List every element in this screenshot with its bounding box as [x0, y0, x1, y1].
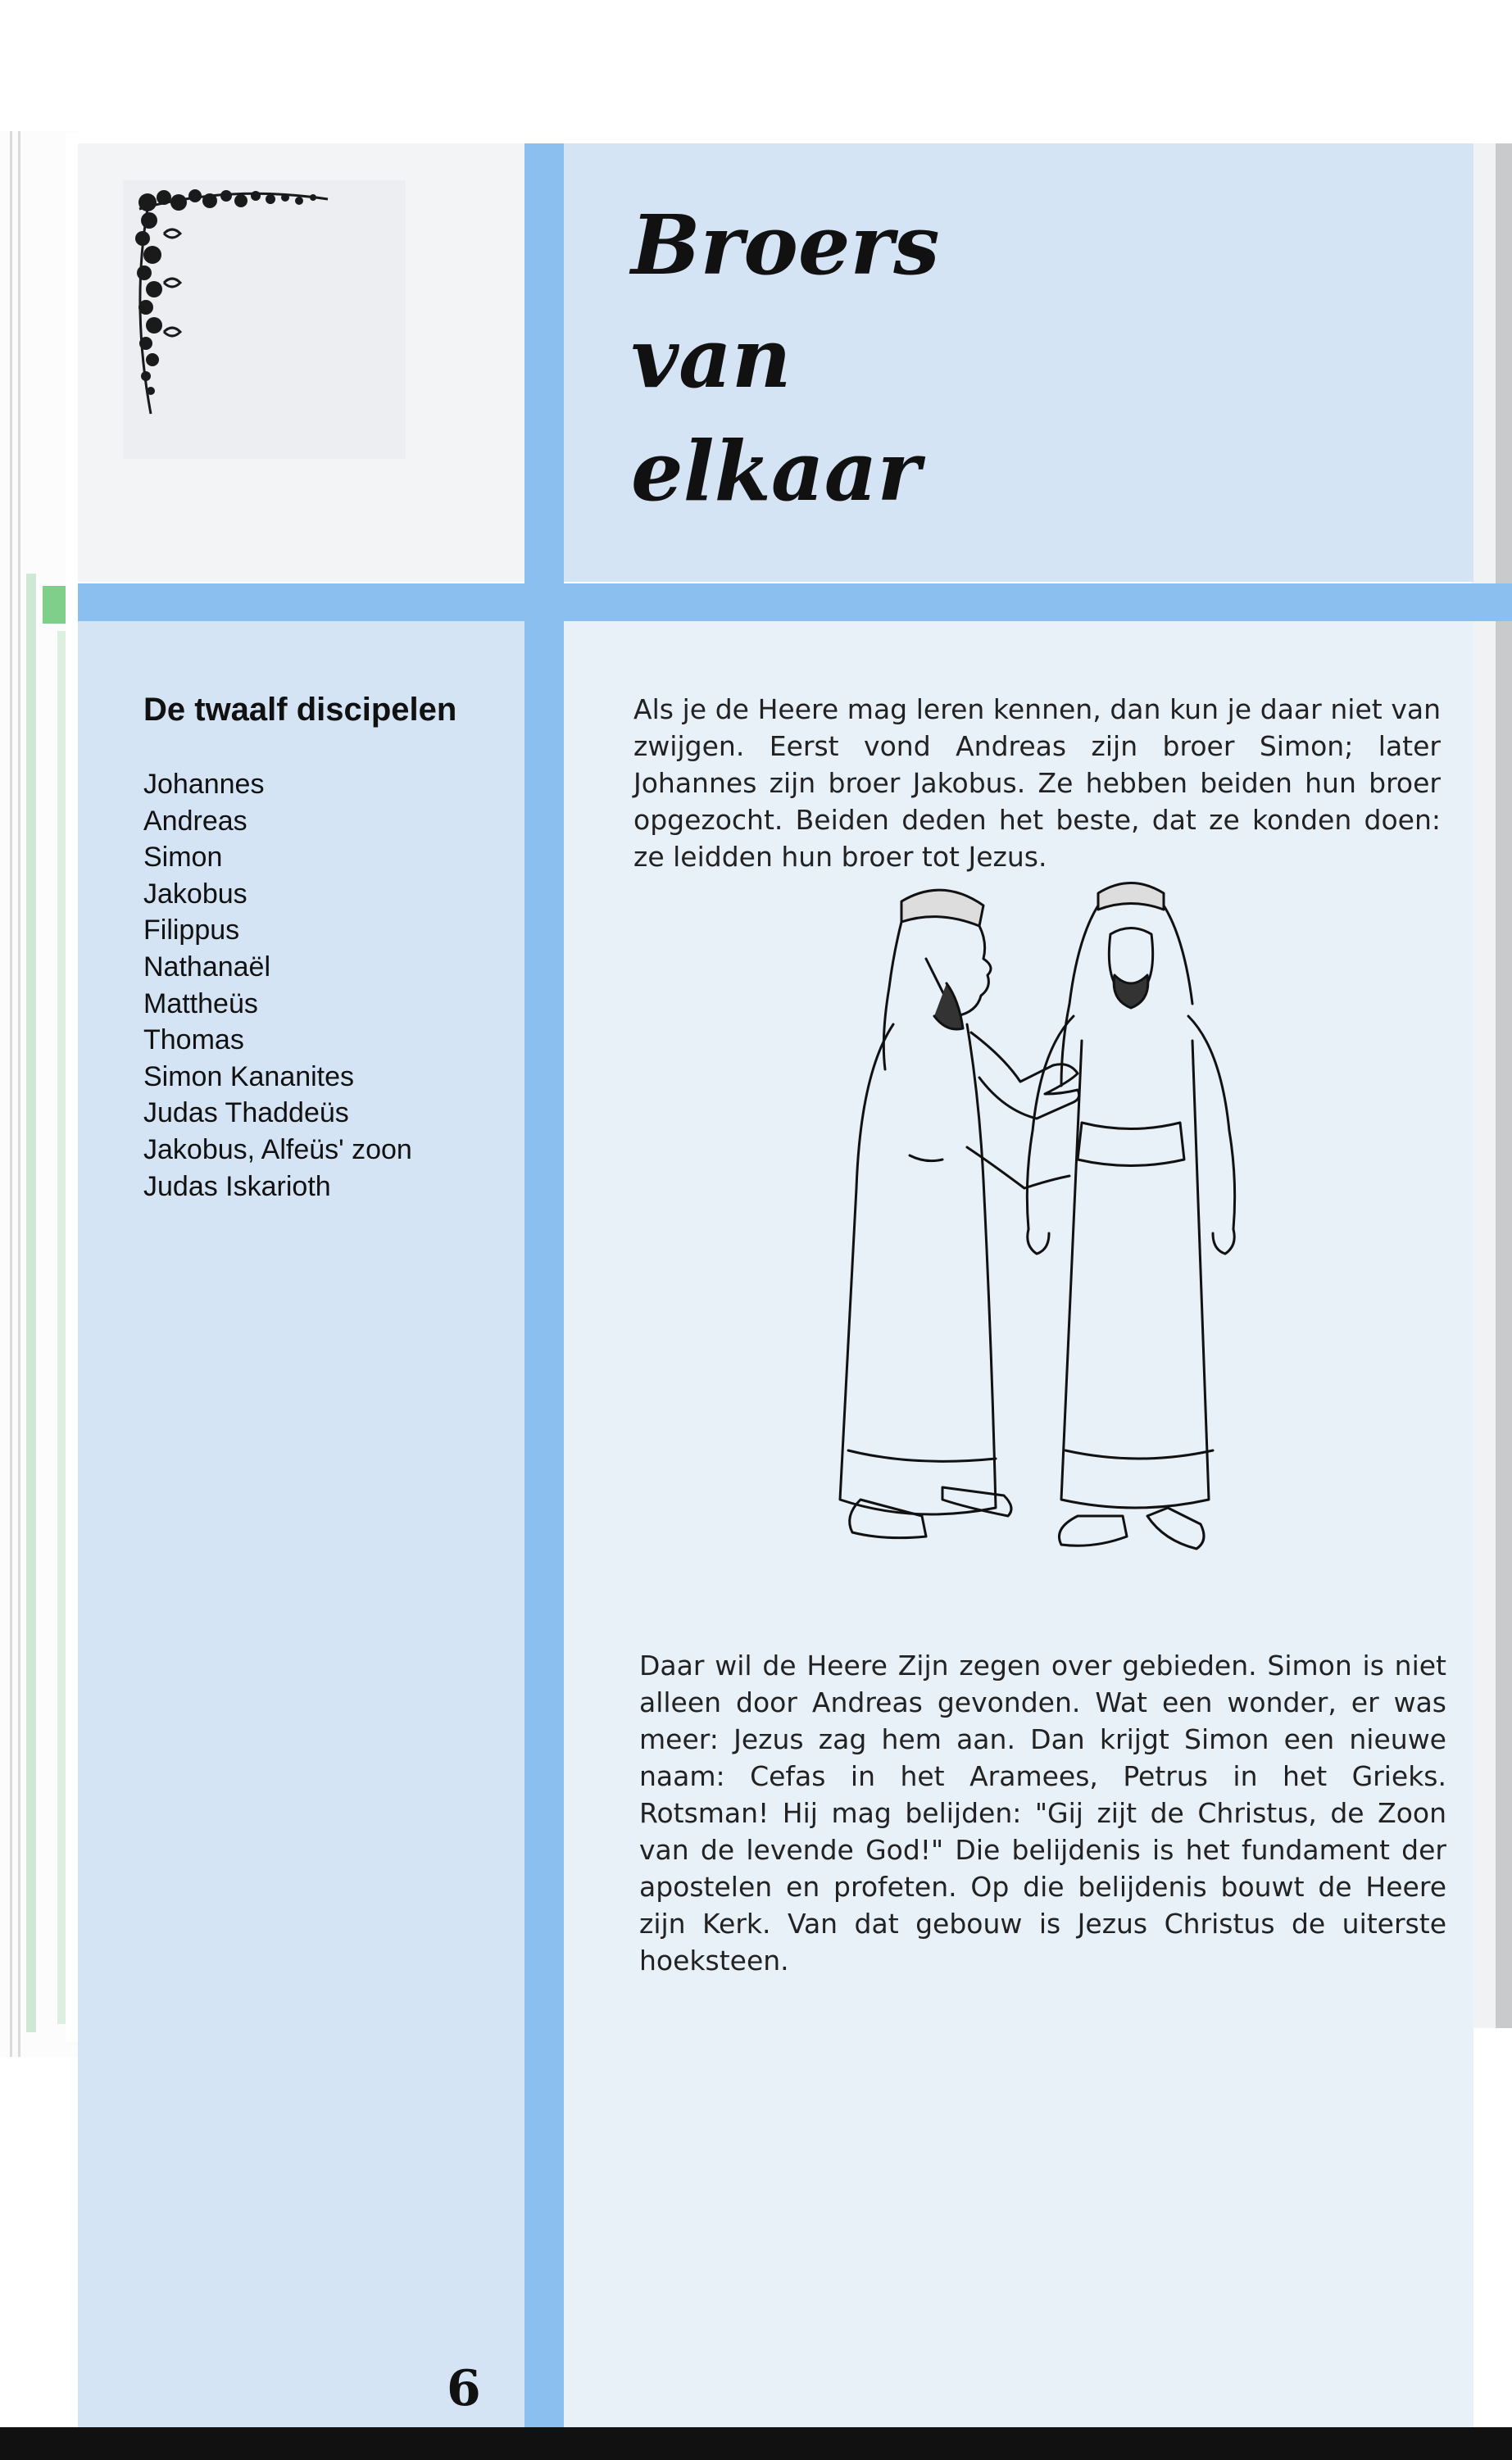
sidebar-heading: De twaalf discipelen	[143, 692, 457, 728]
page-shadow	[1496, 143, 1512, 2028]
list-item: Judas Iskarioth	[143, 1170, 331, 1202]
page-stack-edge	[10, 131, 12, 2057]
list-item: Filippus	[143, 915, 240, 946]
vertical-blue-bar	[524, 143, 564, 2427]
page-number: 6	[447, 2360, 481, 2417]
disciples-list	[143, 766, 504, 1205]
green-page-edge	[57, 631, 66, 2024]
bottom-shadow	[0, 2427, 1512, 2460]
list-item: Nathanaël	[143, 951, 271, 983]
green-page-edge	[26, 574, 36, 2032]
page-stack-edge	[18, 131, 20, 2057]
list-item: Judas Thaddeüs	[143, 1097, 349, 1129]
title-line: elkaar	[631, 423, 921, 520]
list-item: Thomas	[143, 1024, 244, 1056]
floral-corner-ornament-icon	[131, 184, 344, 430]
title-line: van	[631, 310, 792, 406]
list-item: Jakobus	[143, 878, 247, 910]
two-men-illustration-icon	[803, 877, 1278, 1614]
list-item: Simon	[143, 842, 223, 874]
title-line: Broers	[631, 197, 940, 293]
horizontal-blue-bar	[78, 583, 1512, 621]
list-item: Simon Kananites	[143, 1060, 355, 1092]
page-title	[631, 188, 1369, 528]
list-item: Johannes	[143, 769, 265, 800]
list-item: Jakobus, Alfeüs' zoon	[143, 1133, 412, 1165]
list-item: Mattheüs	[143, 987, 258, 1019]
list-item: Andreas	[143, 805, 247, 837]
body-paragraph: Als je de Heere mag leren kennen, dan kun je daar niet van zwijgen. Eerst vond Andreas zijn broer Simon; later Johannes zijn broer Jakobus. Ze hebben beiden hun broer opgezocht. Beiden deden het beste, dat ze konden doen: ze leidden hun broer tot Jezus.	[633, 693, 1441, 873]
body-paragraph: Daar wil de Heere Zijn zegen over gebieden. Simon is niet alleen door Andreas gevonden. Wat een wonder, er was meer: Jezus zag hem aan. Dan krijgt Simon een nieuwe naam: Cefas in het Aramees, Petrus in het Grieks. Rotsman! Hij mag belijden: "Gij zijt de Christus, de Zoon van de levende God!" Die belijdenis is het fundament der apostelen en profeten. Op die belijdenis bouwt de Heere zijn Kerk. Van dat gebouw is Jezus Christus de uiterste hoeksteen.	[639, 1650, 1446, 1977]
